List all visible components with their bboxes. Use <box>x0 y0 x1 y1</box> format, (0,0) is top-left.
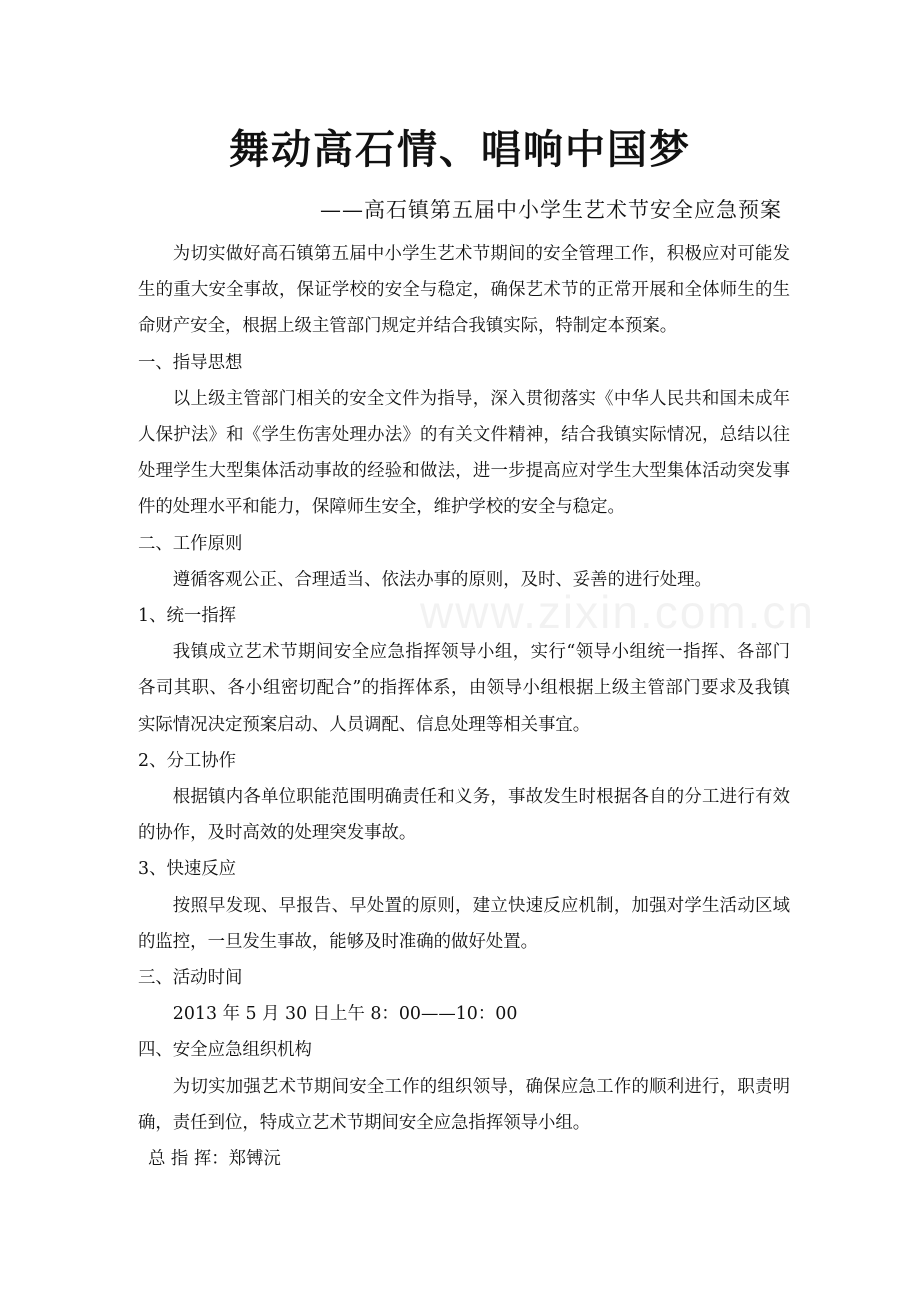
document-body <box>138 236 790 1177</box>
activity-time-paragraph: 2013 年 5 月 30 日上午 8：00——10：00 <box>172 1004 518 1025</box>
rapid-response-paragraph: 按照早发现、早报告、早处置的原则，建立快速反应机制，加强对学生活动区域的监控，一旦发生事故，能够及时准确的做好处置。 <box>138 895 790 952</box>
commander-line: 总 指 挥：郑镈沅 <box>148 1149 281 1170</box>
unified-command-paragraph: 我镇成立艺术节期间安全应急指挥领导小组，实行“领导小组统一指挥、各部门各司其职、各小组密切配合”的指挥体系，由领导小组根据上级主管部门要求及我镇实际情况决定预案启动、人员调配、信息处理等相关事宜。 <box>138 642 790 735</box>
section-heading-organization: 四、安全应急组织机构 <box>138 1040 312 1061</box>
document-title: 舞动高石情、唱响中国梦 <box>229 126 691 173</box>
principle-heading-unified-command: 1、统一指挥 <box>138 606 237 627</box>
principle-heading-rapid-response: 3、快速反应 <box>138 859 237 880</box>
watermark: www.zixin.com.cn <box>420 586 815 638</box>
section-heading-work-principles: 二、工作原则 <box>138 533 243 554</box>
principle-heading-division-of-labor: 2、分工协作 <box>138 750 237 771</box>
document-subtitle: ——高石镇第五届中小学生艺术节安全应急预案 <box>320 198 782 222</box>
section-heading-guiding-ideology: 一、指导思想 <box>138 352 243 373</box>
intro-paragraph: 为切实做好高石镇第五届中小学生艺术节期间的安全管理工作，积极应对可能发生的重大安全事故，保证学校的安全与稳定，确保艺术节的正常开展和全体师生的生命财产安全，根据上级主管部门规定并结合我镇实际，特制定本预案。 <box>138 244 790 337</box>
guiding-ideology-paragraph: 以上级主管部门相关的安全文件为指导，深入贯彻落实《中华人民共和国未成年人保护法》和《学生伤害处理办法》的有关文件精神，结合我镇实际情况，总结以往处理学生大型集体活动事故的经验和做法，进一步提高应对学生大型集体活动突发事件的处理水平和能力，保障师生安全，维护学校的安全与稳定。 <box>138 388 790 518</box>
division-of-labor-paragraph: 根据镇内各单位职能范围明确责任和义务，事故发生时根据各自的分工进行有效的协作，及时高效的处理突发事故。 <box>138 787 790 844</box>
work-principles-paragraph: 遵循客观公正、合理适当、依法办事的原则，及时、妥善的进行处理。 <box>172 569 712 590</box>
section-heading-activity-time: 三、活动时间 <box>138 968 243 989</box>
organization-paragraph: 为切实加强艺术节期间安全工作的组织领导，确保应急工作的顺利进行，职责明确，责任到位，特成立艺术节期间安全应急指挥领导小组。 <box>138 1076 790 1133</box>
